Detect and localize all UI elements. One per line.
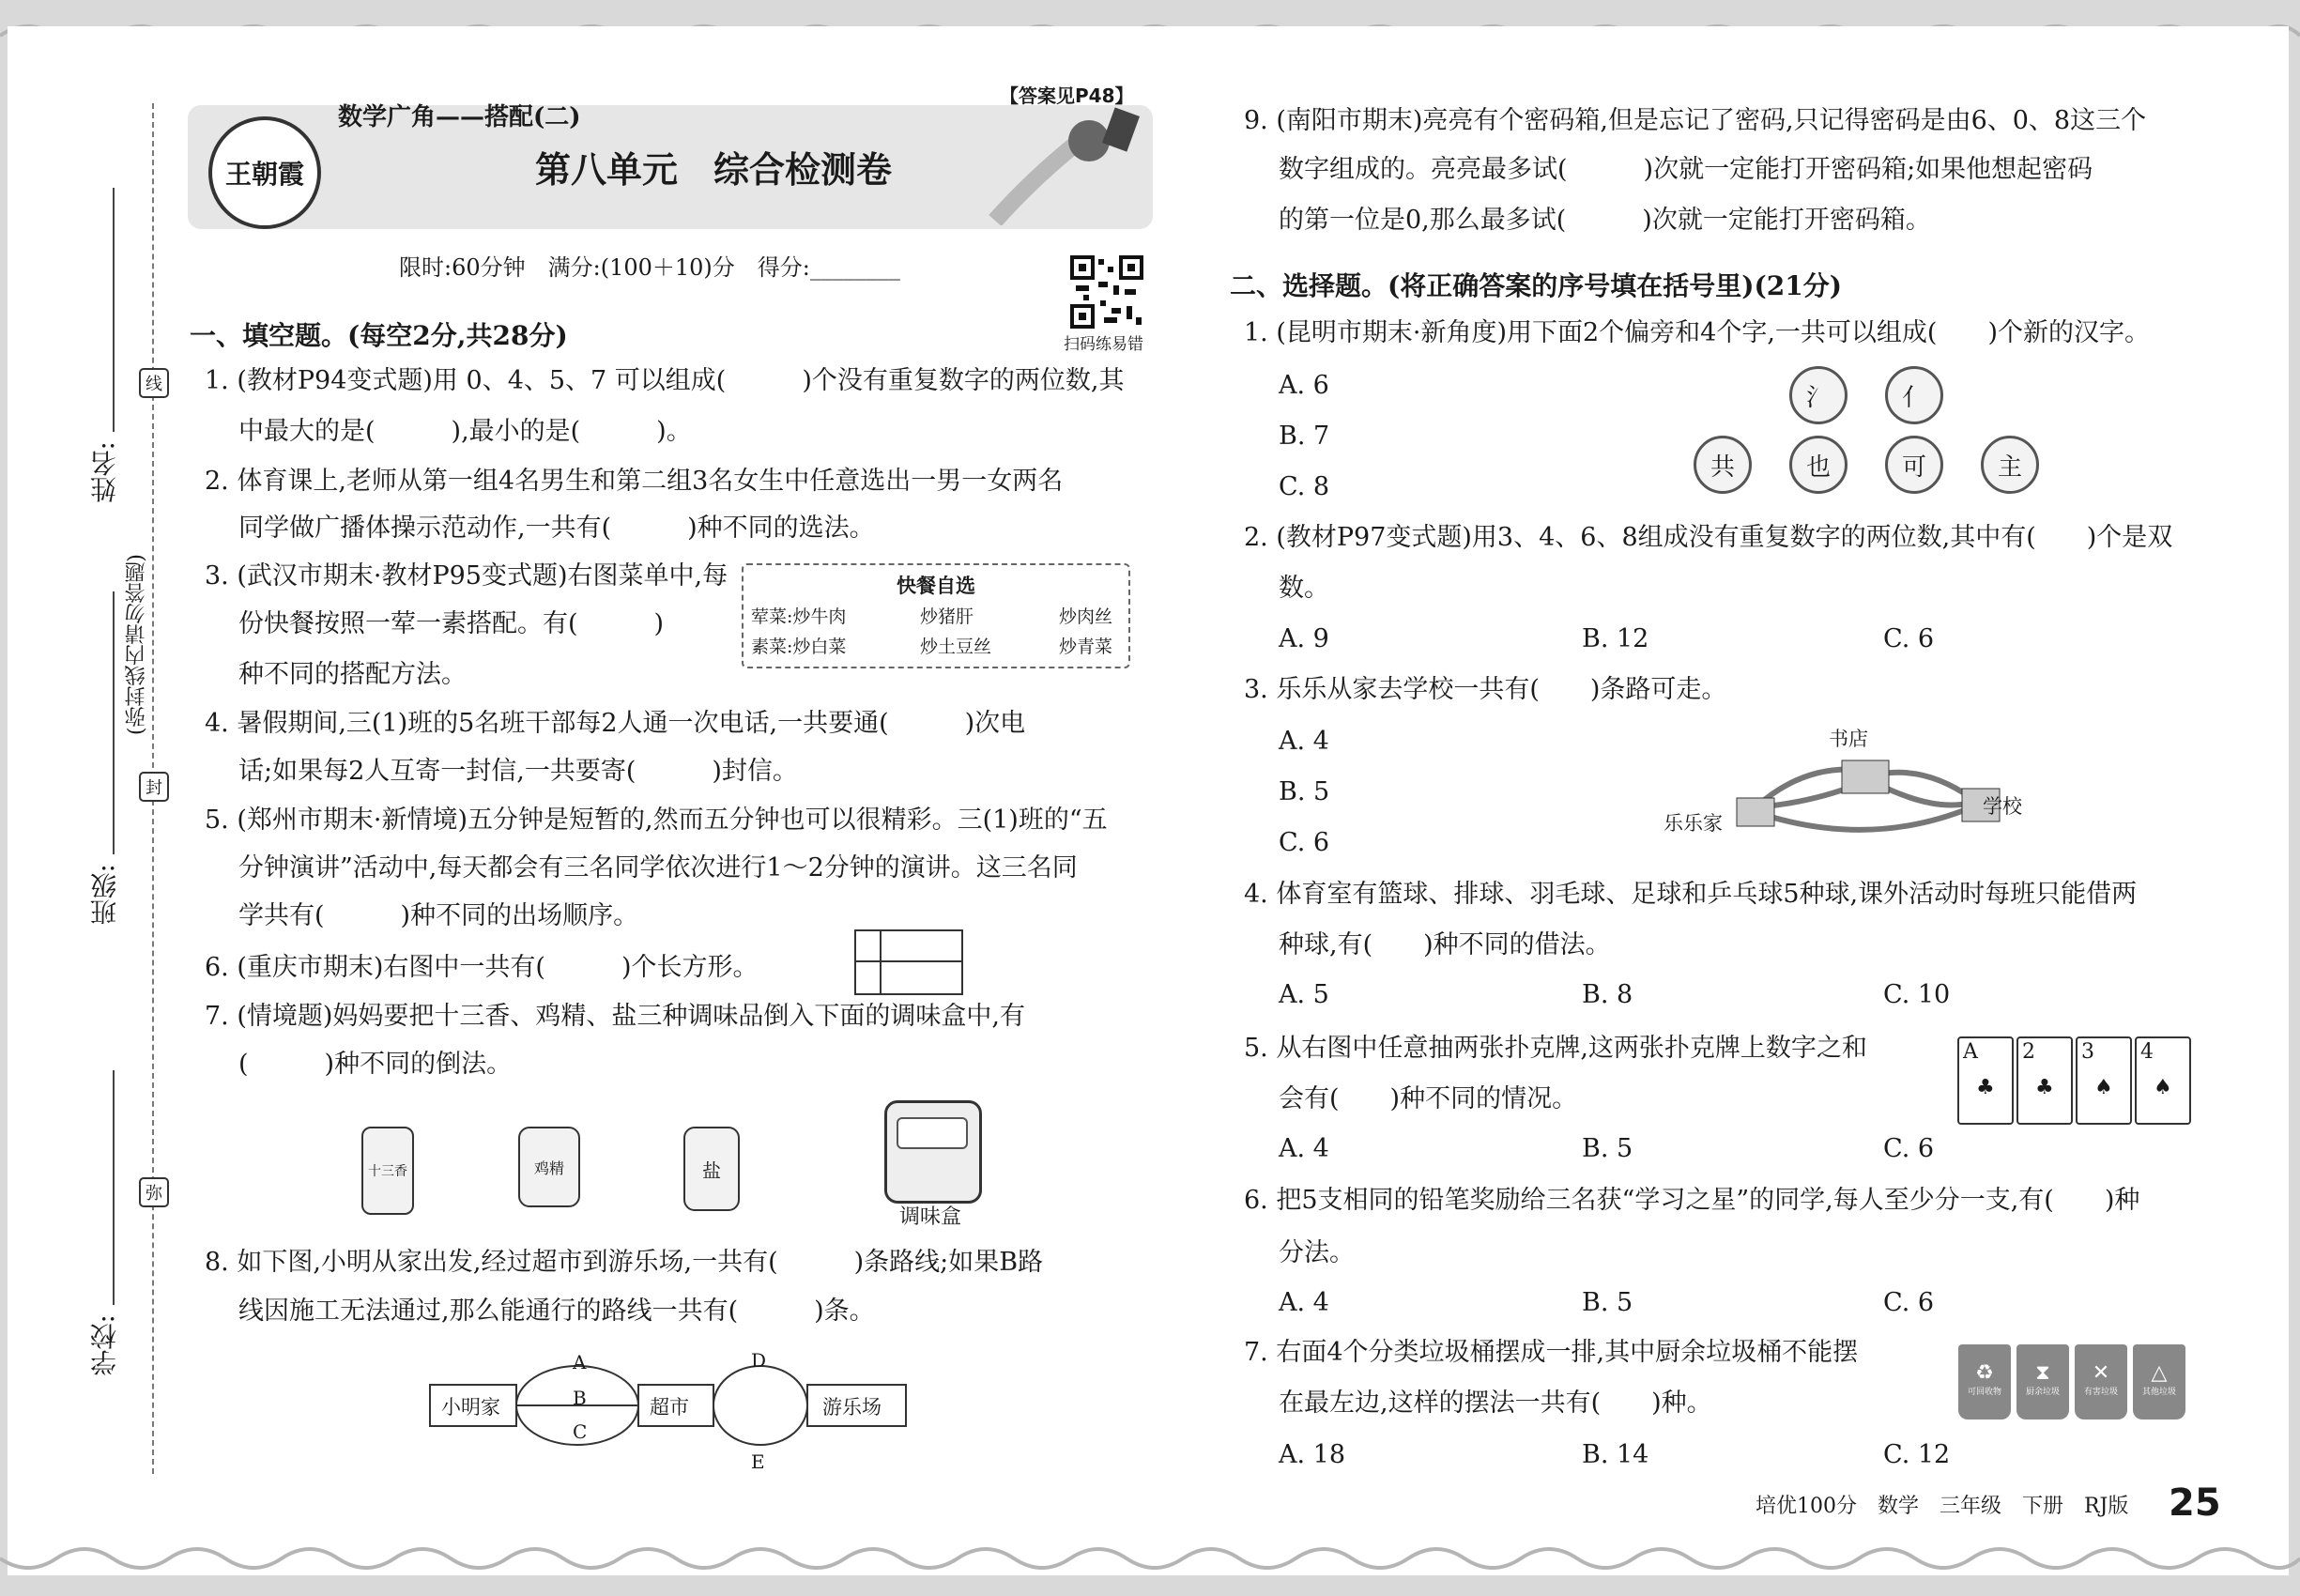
jar-label: 盐: [702, 1159, 721, 1182]
jar-label: 十三香: [368, 1164, 407, 1179]
menu-title: 快餐自选: [897, 574, 975, 597]
s6-line2: 分法。: [1279, 1238, 1355, 1267]
club-icon: ♣: [1976, 1076, 1995, 1099]
s2-line2: 数。: [1279, 574, 1329, 603]
qr-code-icon[interactable]: [1070, 255, 1143, 329]
s1-option-b[interactable]: B. 7: [1279, 422, 1330, 451]
answer-reference: 【答案见P48】: [1000, 84, 1134, 107]
menu-item: 炒肉丝: [1059, 606, 1113, 627]
page-title: 第八单元 综合检测卷: [535, 149, 893, 191]
s3-option-c[interactable]: C. 6: [1279, 828, 1330, 857]
card-value: 2: [2022, 1040, 2035, 1064]
q3-line1: 3. (武汉市期末·教材P95变式题)右图菜单中,每: [205, 561, 728, 591]
q8-line2: 线因施工无法通过,那么能通行的路线一共有( )条。: [238, 1297, 875, 1326]
name-label: 姓名:: [89, 441, 120, 503]
s4-option-b[interactable]: B. 8: [1582, 980, 1633, 1009]
char-flower: 共: [1694, 436, 1752, 494]
s4-option-c[interactable]: C. 10: [1883, 980, 1951, 1009]
q9-line1: 9. (南阳市期末)亮亮有个密码箱,但是忘记了密码,只记得密码是由6、0、8这三个: [1244, 106, 2147, 135]
q7-line1: 7. (情境题)妈妈要把十三香、鸡精、盐三种调味品倒入下面的调味盒中,有: [205, 1002, 1025, 1031]
s4-option-a[interactable]: A. 5: [1279, 980, 1329, 1009]
playing-card: [2016, 1036, 2073, 1125]
spade-icon: ♠: [2094, 1076, 2113, 1099]
bin-label: 厨余垃圾: [2025, 1388, 2060, 1397]
card-value: 4: [2140, 1040, 2154, 1064]
route-market: 超市: [650, 1396, 689, 1419]
playing-card: [2135, 1036, 2191, 1125]
s2-option-b[interactable]: B. 12: [1582, 624, 1649, 653]
q5-line3: 学共有( )种不同的出场顺序。: [238, 901, 639, 930]
logo-text: 王朝霞: [224, 159, 304, 190]
bin-label: 其他垃圾: [2141, 1388, 2176, 1397]
s3-option-b[interactable]: B. 5: [1279, 777, 1330, 806]
spice-jar: [361, 1127, 414, 1215]
section1-heading: 一、填空题。(每空2分,共28分): [190, 320, 568, 351]
s4-line1: 4. 体育室有篮球、排球、羽毛球、足球和乒乓球5种球,课外活动时每班只能借两: [1244, 880, 2138, 909]
menu-item: 素菜:炒白菜: [751, 637, 847, 657]
card-value: A: [1963, 1040, 1978, 1064]
s6-option-a[interactable]: A. 4: [1279, 1288, 1329, 1317]
name-field[interactable]: [113, 188, 115, 432]
spade-icon: ♠: [2154, 1076, 2172, 1099]
route-label-d: D: [751, 1349, 767, 1372]
radical-flower: 氵: [1789, 366, 1848, 424]
s5-option-c[interactable]: C. 6: [1883, 1134, 1935, 1163]
q3-line3: 种不同的搭配方法。: [238, 660, 467, 689]
menu-item: 荤菜:炒牛肉: [751, 606, 847, 627]
footer-info: 培优100分 数学 三年级 下册 RJ版: [1756, 1495, 2129, 1518]
s5-line1: 5. 从右图中任意抽两张扑克牌,这两张扑克牌上数字之和: [1244, 1034, 1867, 1063]
logo: [208, 116, 321, 229]
radical-flower: 亻: [1885, 366, 1943, 424]
q1-line2: 中最大的是( ),最小的是( )。: [238, 417, 692, 446]
s7-line2: 在最左边,这样的摆法一共有( )种。: [1279, 1389, 1712, 1418]
char-flower: 可: [1885, 436, 1943, 494]
route-label-a: A: [573, 1351, 587, 1373]
s2-option-c[interactable]: C. 6: [1883, 624, 1935, 653]
route-label-b: B: [573, 1387, 587, 1409]
char-flower: 也: [1789, 436, 1848, 494]
s5-option-a[interactable]: A. 4: [1279, 1134, 1329, 1163]
card-value: 3: [2081, 1040, 2094, 1064]
class-label: 班级:: [89, 864, 120, 926]
seal-xian: 线: [139, 368, 169, 398]
menu-item: 炒青菜: [1059, 637, 1113, 657]
club-icon: ♣: [2035, 1076, 2054, 1099]
route-label-e: E: [751, 1450, 765, 1473]
menu-item: 炒土豆丝: [920, 637, 992, 657]
q5-line2: 分钟演讲”活动中,每天都会有三名同学依次进行1～2分钟的演讲。这三名同: [238, 853, 1078, 882]
school-field[interactable]: [113, 1070, 115, 1305]
s3-option-a[interactable]: A. 4: [1279, 727, 1329, 756]
s2-line1: 2. (教材P97变式题)用3、4、6、8组成没有重复数字的两位数,其中有( )个是双: [1244, 523, 2173, 552]
s5-line2: 会有( )种不同的情况。: [1279, 1084, 1578, 1113]
seasoning-box: [884, 1100, 982, 1204]
s7-option-c[interactable]: C. 12: [1883, 1440, 1951, 1469]
q9-line2: 数字组成的。亮亮最多试( )次就一定能打开密码箱;如果他想起密码: [1279, 155, 2093, 184]
q9-line3: 的第一位是0,那么最多试( )次就一定能打开密码箱。: [1279, 206, 1931, 235]
playing-card: [2076, 1036, 2132, 1125]
exam-meta: 限时:60分钟 满分:(100＋10)分 得分:________: [399, 254, 900, 281]
bin-label: 有害垃圾: [2083, 1388, 2118, 1397]
route-home: 小明家: [441, 1396, 500, 1419]
trash-bin: [2133, 1344, 2185, 1420]
menu-item: 炒猪肝: [920, 606, 974, 627]
s7-line1: 7. 右面4个分类垃圾桶摆成一排,其中厨余垃圾桶不能摆: [1244, 1338, 1859, 1367]
s6-line1: 6. 把5支相同的铅笔奖励给三名获“学习之星”的同学,每人至少分一支,有( )种: [1244, 1186, 2140, 1215]
map-bookstore: 书店: [1829, 728, 1868, 750]
q7-line2: ( )种不同的倒法。: [238, 1050, 513, 1079]
route-park: 游乐场: [822, 1396, 882, 1419]
q4-line1: 4. 暑假期间,三(1)班的5名班干部每2人通一次电话,一共要通( )次电: [205, 709, 1026, 738]
q2-line1: 2. 体育课上,老师从第一组4名男生和第二组3名女生中任意选出一男一女两名: [205, 467, 1064, 496]
school-label: 学校:: [89, 1314, 120, 1376]
q5-line1: 5. (郑州市期末·新情境)五分钟是短暂的,然而五分钟也可以很精彩。三(1)班的“五: [205, 806, 1108, 835]
trash-bin: [2016, 1344, 2069, 1420]
trash-bin: [1958, 1344, 2011, 1420]
paper-bottom-edge: [0, 1540, 2300, 1587]
spice-jar: [518, 1127, 580, 1207]
s1-option-a[interactable]: A. 6: [1279, 371, 1329, 400]
section2-heading: 二、选择题。(将正确答案的序号填在括号里)(21分): [1230, 270, 1842, 301]
s7-option-a[interactable]: A. 18: [1279, 1440, 1346, 1469]
topic-label: 数学广角——搭配(二): [338, 103, 581, 131]
q3-line2: 份快餐按照一荤一素搭配。有( ): [238, 609, 665, 638]
seal-feng: 封: [139, 772, 169, 802]
s7-option-b[interactable]: B. 14: [1582, 1440, 1649, 1469]
page-number: 25: [2169, 1481, 2221, 1525]
jar-label: 鸡精: [533, 1159, 564, 1177]
rectangle-figure: [854, 929, 965, 997]
class-field[interactable]: [113, 591, 115, 854]
s4-line2: 种球,有( )种不同的借法。: [1279, 930, 1611, 959]
recycle-icon: ♻: [1975, 1361, 1994, 1385]
map-home: 乐乐家: [1664, 812, 1723, 835]
s1-text: 1. (昆明市期末·新角度)用下面2个偏旁和4个字,一共可以组成( )个新的汉字。: [1244, 318, 2150, 347]
s5-option-b[interactable]: B. 5: [1582, 1134, 1633, 1163]
seal-mi: 弥: [139, 1177, 169, 1207]
q2-line2: 同学做广播体操示范动作,一共有( )种不同的选法。: [238, 514, 875, 543]
s1-option-c[interactable]: C. 8: [1279, 472, 1330, 501]
s6-option-c[interactable]: C. 6: [1883, 1288, 1935, 1317]
note-label: (弥封线内请勿答题): [125, 554, 148, 736]
trash-bin: [2075, 1344, 2127, 1420]
spice-jar: [683, 1127, 740, 1211]
s6-option-b[interactable]: B. 5: [1582, 1288, 1633, 1317]
seasoning-box-lid: [897, 1117, 968, 1149]
route-label-c: C: [573, 1420, 588, 1443]
map-school: 学校: [1983, 795, 2022, 818]
map-illustration: [1727, 746, 2009, 840]
q1-line1: 1. (教材P94变式题)用 0、4、5、7 可以组成( )个没有重复数字的两位数,其: [205, 366, 1125, 395]
s3-text: 3. 乐乐从家去学校一共有( )条路可走。: [1244, 675, 1727, 704]
q6-text: 6. (重庆市期末)右图中一共有( )个长方形。: [205, 953, 759, 982]
hourglass-icon: ⧗: [2035, 1361, 2050, 1385]
cross-icon: ✕: [2092, 1361, 2110, 1385]
q4-line2: 话;如果每2人互寄一封信,一共要寄( )封信。: [238, 757, 798, 786]
s2-option-a[interactable]: A. 9: [1279, 624, 1329, 653]
bin-label: 可回收物: [1967, 1388, 2001, 1397]
playing-card: [1957, 1036, 2014, 1125]
rocket-illustration: [976, 103, 1145, 225]
char-flower: 主: [1981, 436, 2039, 494]
q8-line1: 8. 如下图,小明从家出发,经过超市到游乐场,一共有( )条路线;如果B路: [205, 1248, 1044, 1277]
triangle-icon: △: [2151, 1361, 2168, 1385]
seasoning-box-label: 调味盒: [899, 1205, 962, 1229]
qr-caption: 扫码练易错: [1064, 335, 1143, 354]
